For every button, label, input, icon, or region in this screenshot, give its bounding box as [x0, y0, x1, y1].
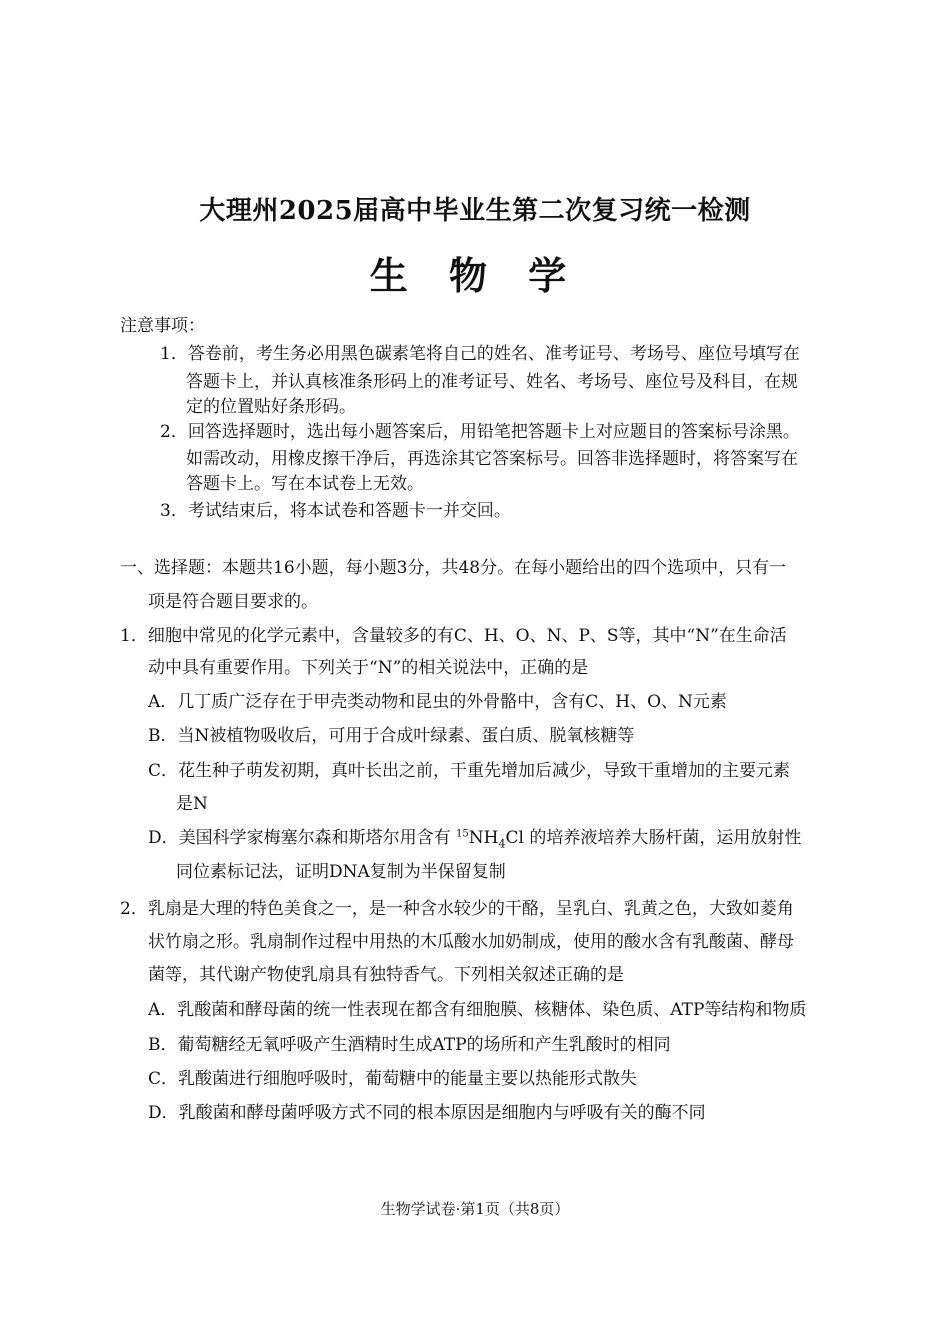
question-2-option-c: C．乳酸菌进行细胞呼吸时，葡萄糖中的能量主要以热能形式散失: [148, 1069, 638, 1089]
question-2-stem-line-2: 状竹扇之形。乳扇制作过程中用热的木瓜酸水加奶制成，使用的酸水含有乳酸菌、酵母: [148, 932, 794, 952]
notice-item-1-line-2: 答题卡上，并认真核准条形码上的准考证号、姓名、考场号、座位号及科目，在规: [186, 372, 798, 392]
question-1-option-a: A．几丁质广泛存在于甲壳类动物和昆虫的外骨骼中，含有C、H、O、N元素: [148, 692, 727, 712]
notice-item-1-line-3: 定的位置贴好条形码。: [186, 397, 356, 417]
question-1-stem: 1．细胞中常见的化学元素中，含量较多的有C、H、O、N、P、S等，其中“N”在生命活: [120, 626, 787, 646]
notice-item-1: 1．答卷前，考生务必用黑色碳素笔将自己的姓名、准考证号、考场号、座位号填写在: [160, 344, 800, 364]
question-2-stem: 2．乳扇是大理的特色美食之一，是一种含水较少的干酪，呈乳白、乳黄之色，大致如菱角: [120, 899, 794, 919]
question-2-option-a: A．乳酸菌和酵母菌的统一性表现在都含有细胞膜、核糖体、染色质、ATP等结构和物质: [148, 1000, 807, 1020]
notice-item-2: 2．回答选择题时，选出每小题答案后，用铅笔把答题卡上对应题目的答案标号涂黑。: [160, 422, 800, 442]
question-1-stem-line-2: 动中具有重要作用。下列关于“N”的相关说法中，正确的是: [148, 658, 589, 678]
section-heading-line-2: 项是符合题目要求的。: [148, 592, 318, 612]
question-1-option-d-line-2: 同位素标记法，证明DNA复制为半保留复制: [176, 862, 506, 882]
formula-nh: NH: [468, 828, 499, 848]
question-1-option-b: B．当N被植物吸收后，可用于合成叶绿素、蛋白质、脱氧核糖等: [148, 726, 635, 746]
question-1-option-c-line-2: 是N: [176, 794, 208, 814]
question-2-stem-line-3: 菌等，其代谢产物使乳扇具有独特香气。下列相关叙述正确的是: [148, 965, 624, 985]
option-d-text-rest: Cl 的培养液培养大肠杆菌，运用放射性: [505, 828, 802, 848]
formula-subscript: 4: [498, 837, 506, 851]
exam-title: 大理州2025届高中毕业生第二次复习统一检测: [199, 196, 751, 226]
question-2-option-d: D．乳酸菌和酵母菌呼吸方式不同的根本原因是细胞内与呼吸有关的酶不同: [148, 1103, 706, 1123]
section-heading: 一、选择题：本题共16小题，每小题3分，共48分。在每小题给出的四个选项中，只有一: [120, 558, 787, 578]
question-1-option-d: [148, 826, 801, 850]
notice-heading: 注意事项：: [120, 316, 205, 336]
question-2-option-b: B．葡萄糖经无氧呼吸产生酒精时生成ATP的场所和产生乳酸时的相同: [148, 1035, 671, 1055]
option-d-text: D．美国科学家梅塞尔森和斯塔尔用含有: [148, 828, 457, 848]
subject-title: 生 物 学: [369, 253, 581, 298]
isotope-mass-number: 15: [456, 828, 469, 840]
page-footer: 生物学试卷·第1页（共8页）: [380, 1200, 570, 1218]
notice-item-2-line-3: 答题卡上。写在本试卷上无效。: [186, 474, 424, 494]
question-1-option-c: C．花生种子萌发初期，真叶长出之前，干重先增加后减少，导致干重增加的主要元素: [148, 761, 791, 781]
notice-item-2-line-2: 如需改动，用橡皮擦干净后，再选涂其它答案标号。回答非选择题时，将答案写在: [186, 449, 798, 469]
notice-item-3: 3．考试结束后，将本试卷和答题卡一并交回。: [160, 501, 511, 521]
